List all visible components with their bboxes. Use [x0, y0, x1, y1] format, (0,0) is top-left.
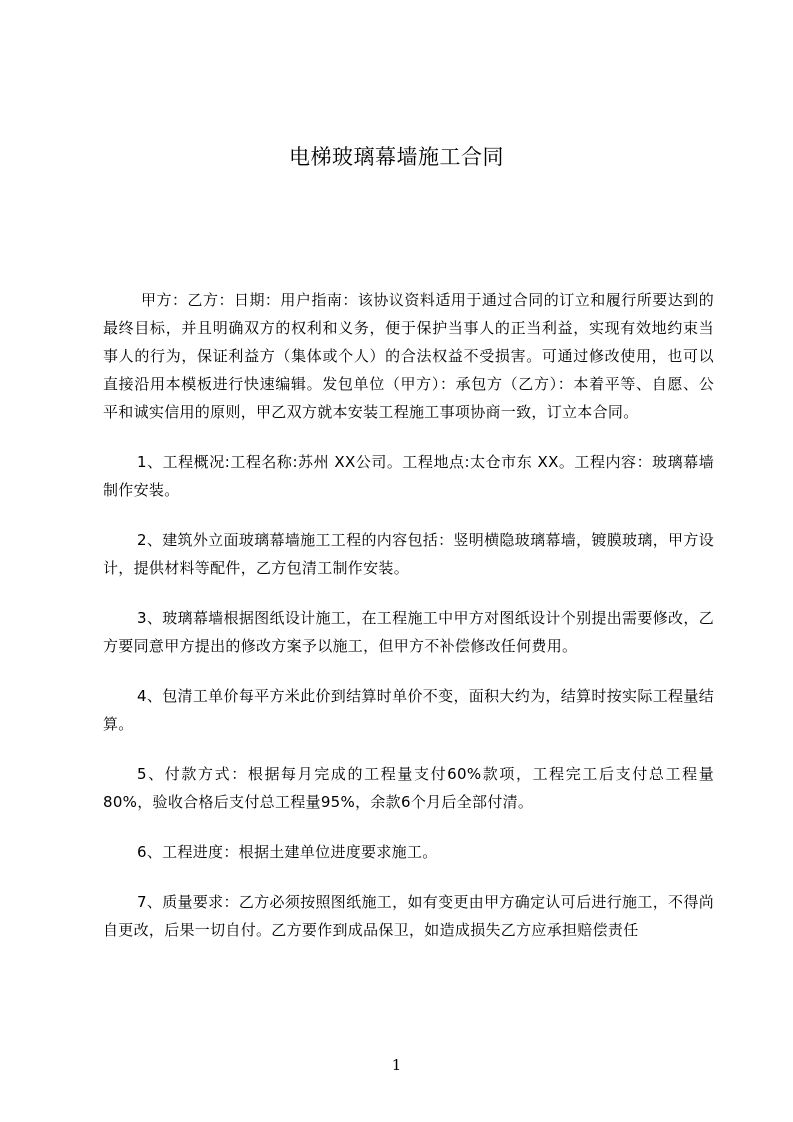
clause-5: 5、付款方式：根据每月完成的工程量支付60%款项，工程完工后支付总工程量80%，验收合格后支付总工程量95%，余款6个月后全部付清。 — [103, 765, 714, 811]
clause-7: 7、质量要求：乙方必须按照图纸施工，如有变更由甲方确定认可后进行施工，不得尚自更改，后果一切自付。乙方要作到成品保卫，如造成损失乙方应承担赔偿责任 — [103, 893, 714, 939]
clause-6: 6、工程进度：根据土建单位进度要求施工。 — [137, 843, 438, 861]
clause-1: 1、工程概况:工程名称:苏州 XX公司。工程地点:太仓市东 XX。工程内容：玻璃幕墙制作安装。 — [103, 453, 714, 499]
document-title: 电梯玻璃幕墙施工合同 — [289, 145, 504, 169]
contract-body — [103, 286, 714, 944]
clause-3: 3、玻璃幕墙根据图纸设计施工，在工程施工中甲方对图纸设计个别提出需要修改，乙方要同意甲方提出的修改方案予以施工，但甲方不补偿修改任何费用。 — [103, 609, 714, 655]
clause-2: 2、建筑外立面玻璃幕墙施工工程的内容包括：竖明横隐玻璃幕墙，镀膜玻璃，甲方设计，提供材料等配件，乙方包清工制作安装。 — [103, 531, 714, 577]
intro-paragraph: 甲方：乙方：日期：用户指南：该协议资料适用于通过合同的订立和履行所要达到的最终目标，并且明确双方的权利和义务，便于保护当事人的正当利益，实现有效地约束当事人的行为，保证利益方（集体或个人）的合法权益不受损害。可通过修改使用，也可以直接沿用本模板进行快速编辑。发包单位（甲方）：承包方（乙方）：本着平等、自愿、公平和诚实信用的原则，甲乙双方就本安装工程施工事项协商一致，订立本合同。 — [103, 291, 714, 421]
clause-4: 4、包清工单价每平方米此价到结算时单价不变，面积大约为，结算时按实际工程量结算。 — [103, 687, 714, 733]
page-number: 1 — [391, 1056, 402, 1074]
